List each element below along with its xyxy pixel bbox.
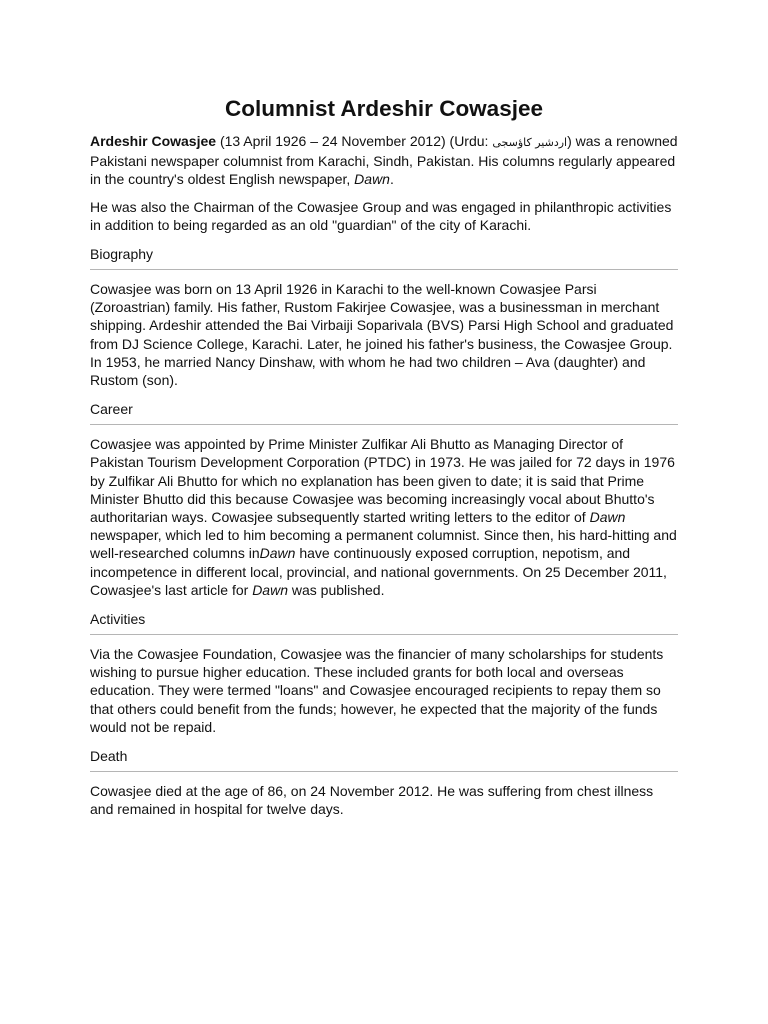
career-text-3: have continuously exposed corruption, nepotism, and incompetence in different local, provincial, and national governments. On 25 December 2011, Cowasjee's last article for — [90, 545, 667, 598]
urdu-name: اردشیر کاؤسجی — [492, 136, 568, 149]
intro-paragraph — [90, 132, 678, 189]
section-heading-career: Career — [90, 400, 678, 425]
biography-paragraph: Cowasjee was born on 13 April 1926 in Karachi to the well-known Cowasjee Parsi (Zoroastrian) family. His father, Rustom Fakirjee Cowasjee, was a businessman in merchant shipping. Ardeshir attended the Bai Virbaiji Soparivala (BVS) Parsi High School and graduated from DJ Science College, Karachi. Later, he joined his father's business, the Cowasjee Group. In 1953, he married Nancy Dinshaw, with whom he had two children – Ava (daughter) and Rustom (son). — [90, 281, 674, 389]
career-text-4: was published. — [287, 581, 385, 598]
page-title: Columnist Ardeshir Cowasjee — [225, 96, 543, 121]
chairman-paragraph: He was also the Chairman of the Cowasjee Group and was engaged in philanthropic activities in addition to being regarded as an old "guardian" of the city of Karachi. — [90, 198, 672, 233]
career-paragraph — [90, 435, 678, 599]
newspaper-name: Dawn — [252, 581, 288, 598]
section-heading-biography: Biography — [90, 245, 678, 270]
subject-name: Ardeshir Cowasjee — [90, 133, 217, 149]
newspaper-name: Dawn — [589, 509, 626, 526]
intro-dates: (13 April 1926 – 24 November 2012) (Urdu: — [216, 133, 493, 149]
intro-description: ) was a renowned Pakistani newspaper columnist from Karachi, Sindh, Pakistan. His columns regularly appeared in the country's oldest English newspaper, — [90, 133, 678, 188]
death-paragraph: Cowasjee died at the age of 86, on 24 November 2012. He was suffering from chest illness and remained in hospital for twelve days. — [90, 783, 654, 818]
newspaper-name: Dawn — [259, 545, 296, 562]
intro-end: . — [389, 171, 394, 188]
activities-paragraph: Via the Cowasjee Foundation, Cowasjee was the financier of many scholarships for students wishing to pursue higher education. These included grants for both local and overseas education. They were termed "loans" and Cowasjee encouraged recipients to repay them so that others could benefit from the funds; however, he expected that the majority of the funds would not be repaid. — [90, 646, 664, 735]
section-heading-activities: Activities — [90, 610, 678, 635]
section-heading-death: Death — [90, 747, 678, 772]
career-text-2: newspaper, which led to him becoming a permanent columnist. Since then, his hard-hitting and well-researched columns in — [90, 527, 677, 562]
newspaper-name: Dawn — [354, 171, 390, 188]
career-text-1: Cowasjee was appointed by Prime Minister Zulfikar Ali Bhutto as Managing Director of Pakistan Tourism Development Corporation (PTDC) in 1973. He was jailed for 72 days in 1976 by Zulfikar Ali Bhutto for which no explanation has been given to date; it is said that Prime Minister Bhutto did this because Cowasjee was becoming increasingly vocal about Bhutto's authoritarian ways. Cowasjee subsequently started writing letters to the editor of — [90, 436, 675, 526]
